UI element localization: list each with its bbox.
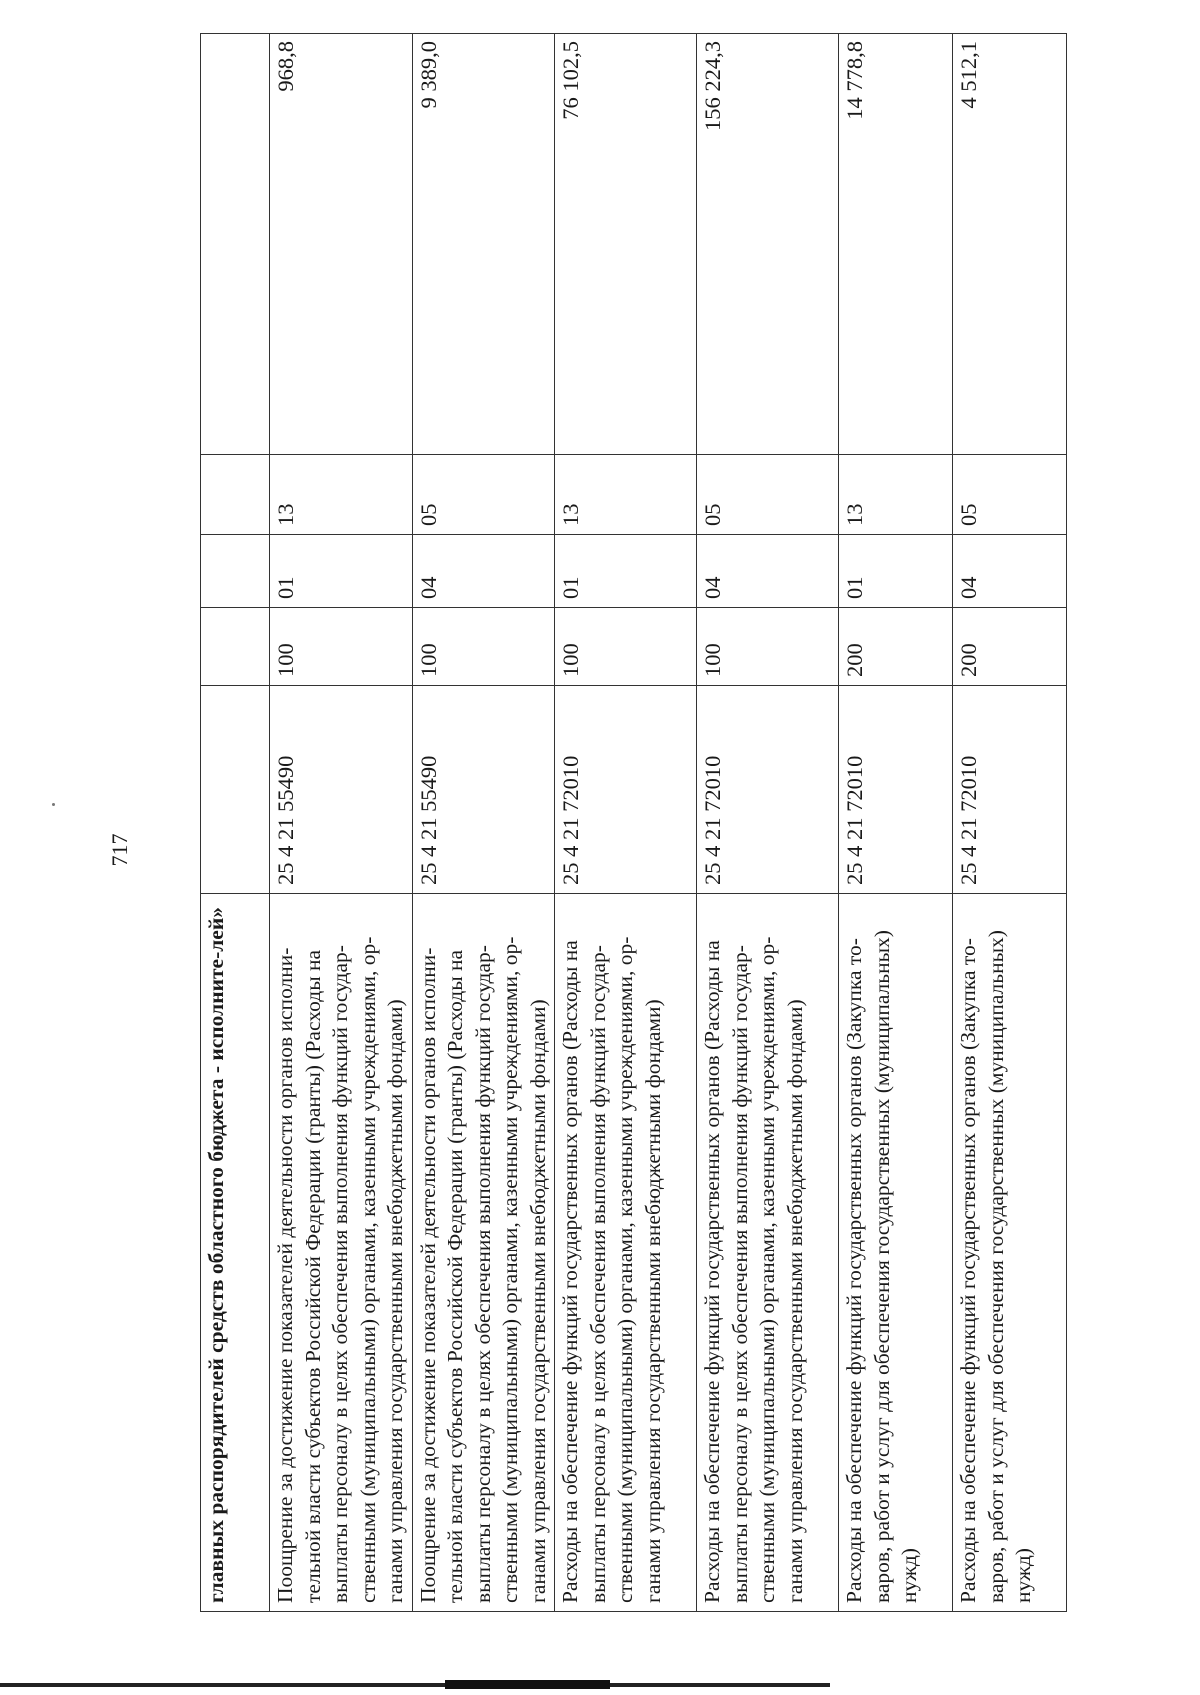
row-section: 04 (953, 535, 1067, 608)
row-subsection: 13 (839, 455, 953, 535)
row-expense-type: 100 (697, 608, 839, 686)
row-section: 04 (412, 535, 555, 608)
row-amount: 156 224,3 (697, 34, 839, 455)
row-expense-type: 200 (953, 608, 1067, 686)
header-text: главных распорядителей средств областного бюджета - исполните-лей» (201, 894, 270, 1612)
row-subsection: 05 (412, 455, 555, 535)
row-amount: 4 512,1 (953, 34, 1067, 455)
row-expense-type: 100 (412, 608, 555, 686)
row-name: Поощрение за достижение показателей деятельности органов исполни-тельной власти субъектов Российской Федерации (гранты) (Расходы на выплаты персоналу в целях обеспечения выполнения функций государ-ственными (муниципальными) органами, казенными учреждениями, ор-ганами управления государственными внебюджетными фондами) (412, 894, 555, 1612)
row-amount: 968,8 (270, 34, 413, 455)
row-target-code: 25 4 21 72010 (839, 686, 953, 894)
scan-speck (52, 803, 55, 806)
row-target-code: 25 4 21 72010 (953, 686, 1067, 894)
row-name: Поощрение за достижение показателей деятельности органов исполни-тельной власти субъектов Российской Федерации (гранты) (Расходы на выплаты персоналу в целях обеспечения выполнения функций государ-ственными (муниципальными) органами, казенными учреждениями, ор-ганами управления государственными внебюджетными фондами) (270, 894, 413, 1612)
header-rz-cell (201, 535, 270, 608)
table-row (555, 34, 697, 1612)
header-code-cell (201, 686, 270, 894)
scan-edge-mark (445, 1680, 610, 1689)
row-amount: 9 389,0 (412, 34, 555, 455)
row-name: Расходы на обеспечение функций государственных органов (Расходы на выплаты персоналу в целях обеспечения выполнения функций государ-ственными (муниципальными) органами, казенными учреждениями, ор-ганами управления государственными внебюджетными фондами) (697, 894, 839, 1612)
row-section: 01 (839, 535, 953, 608)
row-name: Расходы на обеспечение функций государственных органов (Закупка то-варов, работ и услуг для обеспечения государственных (муниципальных) нужд) (953, 894, 1067, 1612)
row-subsection: 13 (555, 455, 697, 535)
row-name: Расходы на обеспечение функций государственных органов (Расходы на выплаты персоналу в целях обеспечения выполнения функций государ-ственными (муниципальными) органами, казенными учреждениями, ор-ганами управления государственными внебюджетными фондами) (555, 894, 697, 1612)
scan-edge-line (0, 1683, 830, 1687)
row-target-code: 25 4 21 72010 (697, 686, 839, 894)
header-vr-cell (201, 608, 270, 686)
table-row (412, 34, 555, 1612)
page-number: 717 (107, 833, 132, 867)
table-row (953, 34, 1067, 1612)
budget-table (200, 33, 1067, 1612)
table-row (697, 34, 839, 1612)
rotated-page-content (200, 41, 1120, 1612)
row-section: 01 (555, 535, 697, 608)
table-row (839, 34, 953, 1612)
table-row (270, 34, 413, 1612)
row-expense-type: 200 (839, 608, 953, 686)
header-pr-cell (201, 455, 270, 535)
row-target-code: 25 4 21 55490 (270, 686, 413, 894)
row-expense-type: 100 (270, 608, 413, 686)
row-subsection: 13 (270, 455, 413, 535)
row-subsection: 05 (697, 455, 839, 535)
row-target-code: 25 4 21 55490 (412, 686, 555, 894)
row-target-code: 25 4 21 72010 (555, 686, 697, 894)
row-amount: 14 778,8 (839, 34, 953, 455)
table-header-row (201, 34, 270, 1612)
row-name: Расходы на обеспечение функций государственных органов (Закупка то-варов, работ и услуг для обеспечения государственных (муниципальных) нужд) (839, 894, 953, 1612)
row-section: 01 (270, 535, 413, 608)
row-section: 04 (697, 535, 839, 608)
header-sum-cell (201, 34, 270, 455)
row-subsection: 05 (953, 455, 1067, 535)
row-amount: 76 102,5 (555, 34, 697, 455)
row-expense-type: 100 (555, 608, 697, 686)
